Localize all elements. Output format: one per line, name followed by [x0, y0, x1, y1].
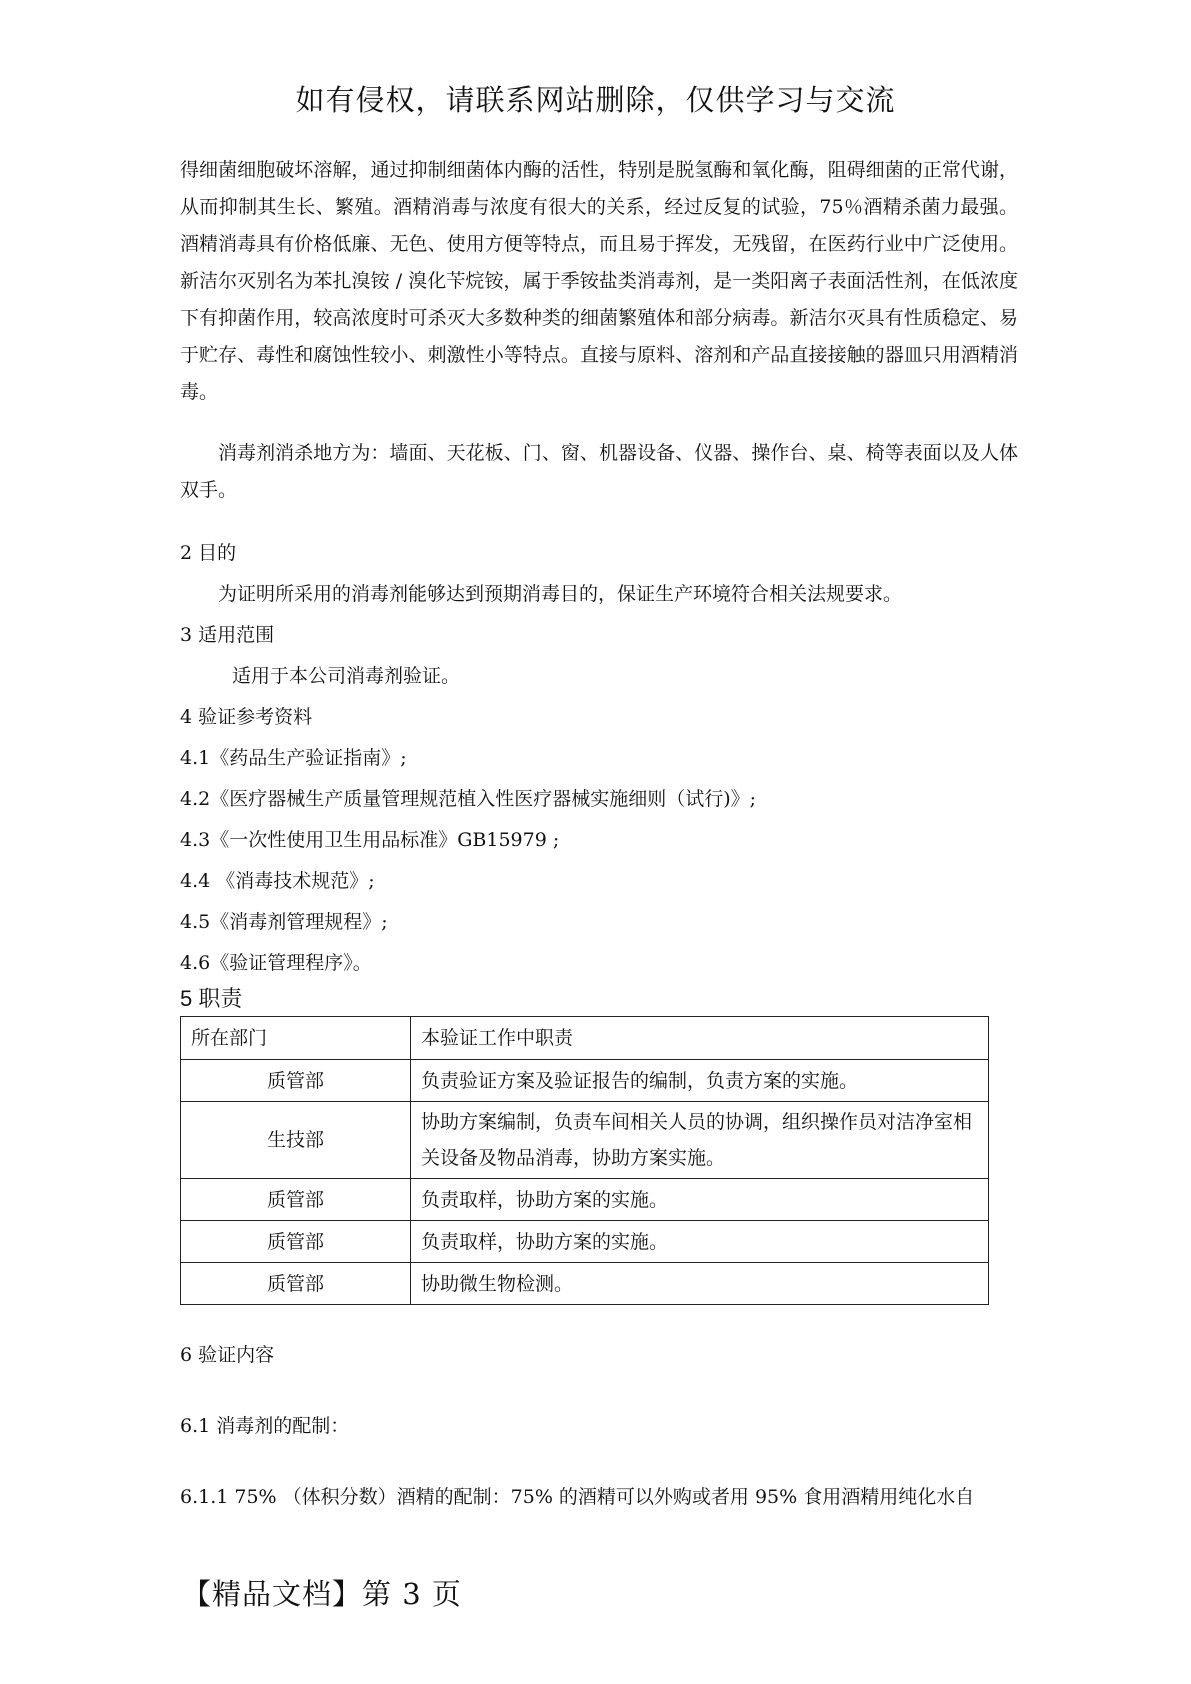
- department-cell: 质管部: [181, 1221, 411, 1263]
- reference-item: 4.3《一次性使用卫生用品标准》GB15979 ;: [180, 829, 560, 851]
- table-row: [181, 1179, 989, 1221]
- section-6-1-heading: 6.1 消毒剂的配制：: [180, 1415, 350, 1437]
- reference-item: 4.1《药品生产验证指南》;: [180, 747, 407, 769]
- page-footer: 【精品文档】第 3 页: [182, 1577, 462, 1611]
- table-header-row: [181, 1017, 989, 1060]
- section-6-heading: 6 验证内容: [180, 1344, 275, 1366]
- reference-item: 4.4 《消毒技术规范》;: [180, 870, 375, 892]
- section-4-heading: 4 验证参考资料: [180, 706, 313, 728]
- department-cell: 质管部: [181, 1263, 411, 1305]
- section-3-heading: 3 适用范围: [180, 624, 275, 646]
- section-6-1-1-text: 6.1.1 75% （体积分数）酒精的配制：75% 的酒精可以外购或者用 95% 食用酒精用纯化水自: [180, 1486, 975, 1508]
- page-header: 如有侵权，请联系网站删除，仅供学习与交流: [295, 83, 896, 117]
- duty-cell: 负责取样，协助方案的实施。: [411, 1179, 989, 1221]
- section-2-heading: 2 目的: [180, 542, 237, 564]
- table-row: [181, 1221, 989, 1263]
- section-3-text: 适用于本公司消毒剂验证。: [232, 665, 461, 687]
- department-cell: 生技部: [181, 1102, 411, 1179]
- reference-item: 4.2《医疗器械生产质量管理规范植入性医疗器械实施细则（试行)》;: [180, 788, 757, 810]
- duty-cell: 负责取样，协助方案的实施。: [411, 1221, 989, 1263]
- table-header-cell: 本验证工作中职责: [411, 1017, 989, 1060]
- duty-cell: 负责验证方案及验证报告的编制，负责方案的实施。: [411, 1060, 989, 1102]
- table-row: [181, 1102, 989, 1179]
- table-row: [181, 1060, 989, 1102]
- intro-paragraph: 得细菌细胞破坏溶解，通过抑制细菌体内酶的活性，特别是脱氢酶和氧化酶，阻碍细菌的正常代谢，从而抑制其生长、繁殖。酒精消毒与浓度有很大的关系，经过反复的试验，75％酒精杀菌力最强。酒精消毒具有价格低廉、无色、使用方便等特点，而且易于挥发，无残留，在医药行业中广泛使用。新洁尔灭别名为苯扎溴铵 / 溴化苄烷铵，属于季铵盐类消毒剂，是一类阳离子表面活性剂，在低浓度下有抑菌作用，较高浓度时可杀灭大多数种类的细菌繁殖体和部分病毒。新洁尔灭具有性质稳定、易于贮存、毒性和腐蚀性较小、刺激性小等特点。直接与原料、溶剂和产品直接接触的器皿只用酒精消毒。: [180, 159, 1018, 403]
- department-cell: 质管部: [181, 1060, 411, 1102]
- reference-item: 4.5《消毒剂管理规程》;: [180, 911, 388, 933]
- duty-cell: 协助微生物检测。: [411, 1263, 989, 1305]
- table-header-cell: 所在部门: [181, 1017, 411, 1060]
- department-cell: 质管部: [181, 1179, 411, 1221]
- section-2-text: 为证明所采用的消毒剂能够达到预期消毒目的，保证生产环境符合相关法规要求。: [218, 583, 903, 605]
- section-5-heading: 5 职责: [180, 986, 243, 1011]
- table-row: [181, 1263, 989, 1305]
- page-content: [180, 152, 1018, 1518]
- duty-cell: 协助方案编制，负责车间相关人员的协调，组织操作员对洁净室相关设备及物品消毒，协助方案实施。: [411, 1102, 989, 1179]
- reference-item: 4.6《验证管理程序》。: [180, 952, 372, 974]
- responsibility-table: [180, 1016, 989, 1305]
- disinfection-scope-paragraph: 消毒剂消杀地方为：墙面、天花板、门、窗、机器设备、仪器、操作台、桌、椅等表面以及人体双手。: [180, 442, 1018, 501]
